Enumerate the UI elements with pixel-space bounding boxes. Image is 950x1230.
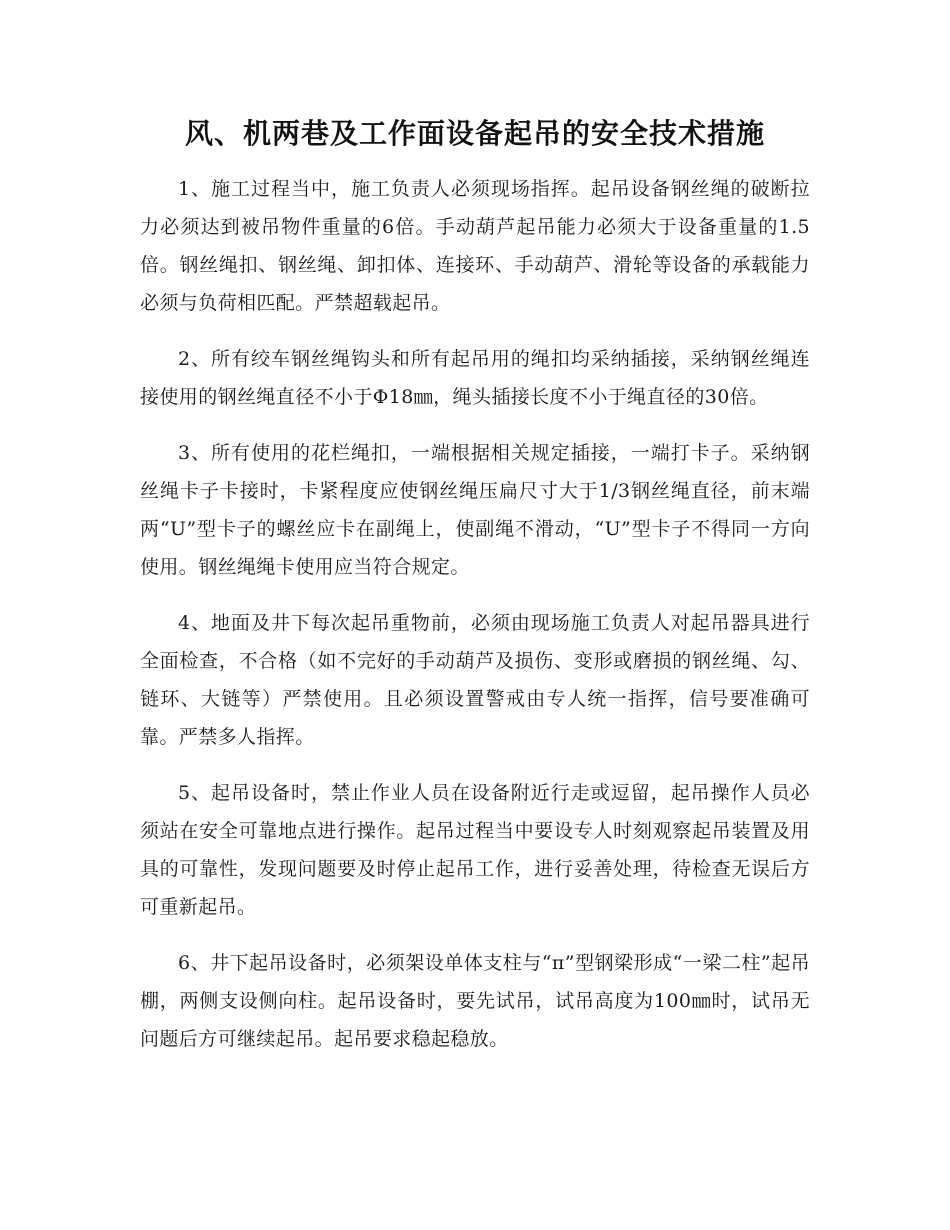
paragraph-6: 6、井下起吊设备时，必须架设单体支柱与“π”型钢梁形成“一梁二柱”起吊棚，两侧支设侧向柱。起吊设备时，要先试吊，试吊高度为100㎜时，试吊无问题后方可继续起吊。起吊要求稳起稳放。 — [140, 952, 810, 1050]
paragraph-3: 3、所有使用的花栏绳扣，一端根据相关规定插接，一端打卡子。采纳钢丝绳卡子卡接时，卡紧程度应使钢丝绳压扁尺寸大于1/3钢丝绳直径，前末端两“U”型卡子的螺丝应卡在副绳上，使副绳不滑动，“U”型卡子不得同一方向使用。钢丝绳绳卡使用应当符合规定。 — [140, 442, 810, 578]
paragraph-2: 2、所有绞车钢丝绳钩头和所有起吊用的绳扣均采纳插接，采纳钢丝绳连接使用的钢丝绳直径不小于Φ18㎜，绳头插接长度不小于绳直径的30倍。 — [140, 348, 810, 408]
paragraph-1: 1、施工过程当中，施工负责人必须现场指挥。起吊设备钢丝绳的破断拉力必须达到被吊物件重量的6倍。手动葫芦起吊能力必须大于设备重量的1.5倍。钢丝绳扣、钢丝绳、卸扣体、连接环、手动葫芦、滑轮等设备的承载能力必须与负荷相匹配。严禁超载起吊。 — [140, 178, 810, 314]
document-title: 风、机两巷及工作面设备起吊的安全技术措施 — [184, 117, 765, 150]
paragraph-5: 5、起吊设备时，禁止作业人员在设备附近行走或逗留，起吊操作人员必须站在安全可靠地点进行操作。起吊过程当中要设专人时刻观察起吊装置及用具的可靠性，发现问题要及时停止起吊工作，进行妥善处理，待检查无误后方可重新起吊。 — [140, 782, 810, 918]
paragraph-4: 4、地面及井下每次起吊重物前，必须由现场施工负责人对起吊器具进行全面检查，不合格（如不完好的手动葫芦及损伤、变形或磨损的钢丝绳、勾、链环、大链等）严禁使用。且必须设置警戒由专人统一指挥，信号要准确可靠。严禁多人指挥。 — [140, 612, 810, 748]
